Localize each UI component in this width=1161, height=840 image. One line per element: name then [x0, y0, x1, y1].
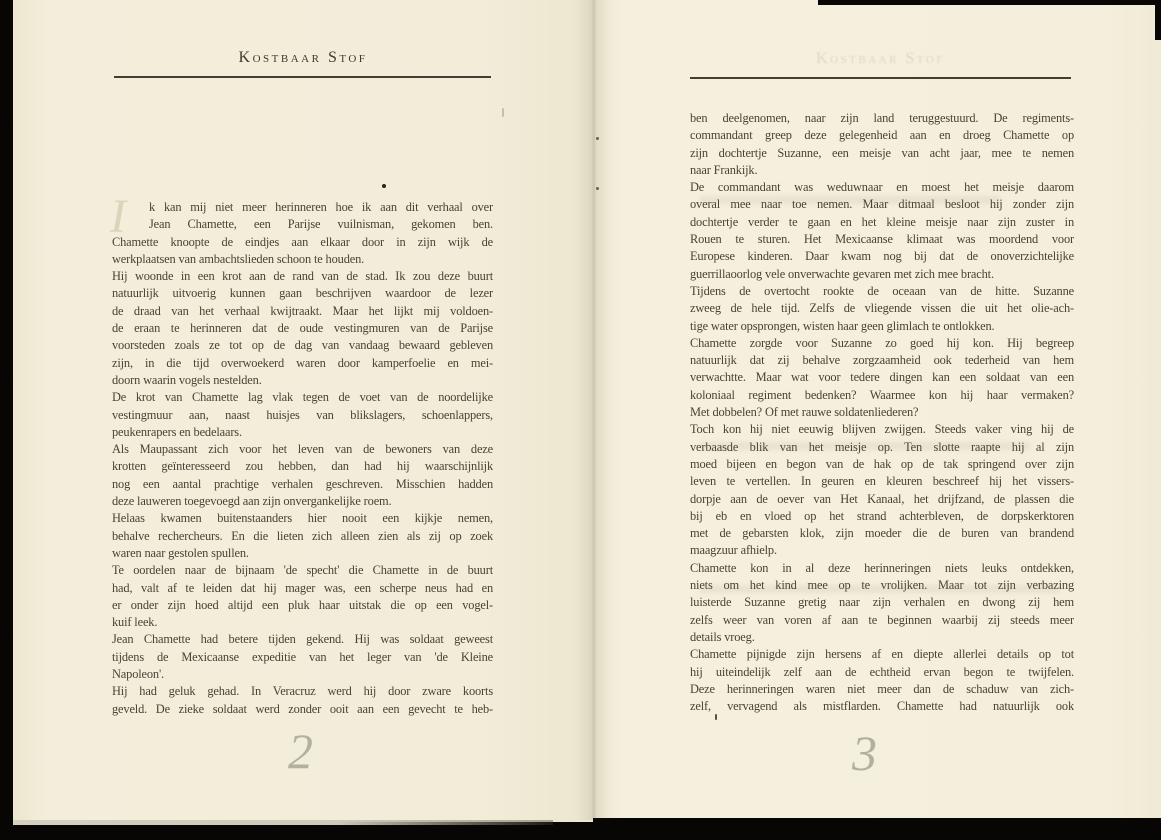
- text-line: Deze herinneringen waren niet meer dan de schaduw van zich-: [690, 681, 1074, 696]
- text-line: er onder zijn hoed altijd een pluk haar uitstak die op een vogel-: [112, 597, 493, 612]
- text-line: de eraan te herinneren dat de oude vestingmuren van de Parijse: [112, 321, 493, 336]
- drop-cap: I: [110, 190, 126, 243]
- running-header-showthrough: Kostbaar Stof: [816, 50, 945, 67]
- text-line: luisterde Suzanne gretig naar zijn verhalen en dwong zij hem: [690, 595, 1074, 610]
- text-line: hij uiteindelijk zelf aan de echtheid ervan begon te twijfelen.: [690, 664, 1074, 679]
- paragraph: [690, 335, 1074, 421]
- text-line: koloniaal regiment bedenken? Waarmee kon hij haar vermaken?: [690, 387, 1074, 402]
- text-line: zweeg de hele tijd. Zelfs de vliegende vissen die uit het olie-ach-: [690, 301, 1074, 316]
- paragraph: [690, 283, 1074, 335]
- text-line: Helaas kwamen buitenstaanders hier nooit een kijkje nemen,: [112, 511, 493, 526]
- text-line: guerrillaoorlog vele onverwachte gevaren met zich mee bracht.: [690, 266, 994, 281]
- text-line: ben deelgenomen, naar zijn land teruggestuurd. De regiments-: [690, 111, 1074, 125]
- scan-edge-right: [1155, 0, 1161, 40]
- paragraph: [690, 560, 1074, 646]
- text-line: de draad van het verhaal kwijtraakt. Maar het lijkt mij voldoen-: [112, 303, 493, 318]
- header-rule-right: [690, 77, 1071, 79]
- text-line: moed bijeen en begon van de hak op de tak springend over zijn: [690, 456, 1074, 471]
- text-line: Rouen te sturen. Het Mexicaanse klimaat was moordend voor: [690, 232, 1074, 247]
- text-line: Chamette kon in al deze herinneringen niets leuks ontdekken,: [690, 560, 1074, 575]
- text-line: zijn, in die tijd overwoekerd waren door kamperfoelie en mei-: [112, 355, 493, 370]
- ink-speck: [502, 108, 504, 117]
- text-line: tijdens de Mexicaanse expeditie van het leger van 'de Kleine: [112, 649, 493, 664]
- paragraph: [112, 631, 493, 683]
- text-line: behalve rechercheurs. En die lieten zich alleen zien als zij op zoek: [112, 528, 493, 543]
- text-line: k kan mij niet meer herinneren hoe ik aan dit verhaal over: [149, 200, 493, 214]
- text-line: leven te vertellen. In geuren en kleuren beschreef hij het vissers-: [690, 474, 1074, 489]
- text-line: details vroeg.: [690, 629, 755, 644]
- showthrough-smudge: [700, 585, 1060, 593]
- page-bottom-edge: [13, 820, 553, 825]
- running-header: Kostbaar Stof: [238, 49, 368, 66]
- text-line: nog een aantal prachtige verhalen geschreven. Misschien hadden: [112, 476, 493, 491]
- text-line: Te oordelen naar de bijnaam 'de specht' die Chamette in de buurt: [112, 563, 493, 578]
- text-line: Napoleon'.: [112, 667, 165, 682]
- page-number-right: 3: [852, 725, 877, 781]
- text-line: geveld. De zieke soldaat werd zonder ooit aan een gevecht te heb-: [112, 701, 493, 716]
- text-line: Chamette pijnigde zijn hersens af en diepte allerlei details op tot: [690, 647, 1074, 662]
- text-line: waren naar gestolen spullen.: [112, 545, 249, 560]
- text-line: verbaasde blik van het meisje op. Ten slotte raapte hij al zijn: [690, 439, 1074, 454]
- text-line: dochtertje verder te gaan en het kleine meisje naar zijn zuster in: [690, 214, 1074, 229]
- paragraph: [112, 562, 493, 631]
- page-gutter: [575, 0, 611, 820]
- paragraph: [690, 646, 1074, 715]
- paragraph: [112, 441, 493, 510]
- text-line: natuurlijk dat zij behalve zorgzaamheid ook tederheid van hem: [690, 353, 1074, 368]
- text-line: De krot van Chamette lag vlak tegen de voet van de noordelijke: [112, 390, 493, 405]
- text-line: tige water opsprongen, wisten haar geen glimlach te ontlokken.: [690, 318, 995, 333]
- page-number-left: 2: [288, 723, 313, 779]
- text-line: Toch kon hij niet eeuwig blijven zwijgen. Steeds vaker ving hij de: [690, 422, 1074, 437]
- text-line: Tijdens de overtocht rookte de oceaan van de hitte. Suzanne: [690, 283, 1074, 298]
- text-line: Europese kinderen. Daar kwam nog bij dat de onoverzichtelijke: [690, 249, 1074, 264]
- binding-stitch-dot: [596, 187, 599, 190]
- text-line: had, valt af te leiden dat hij mager was, een scherpe neus had en: [112, 580, 493, 595]
- left-page-text: [112, 199, 493, 718]
- showthrough-smudge: [700, 442, 1030, 450]
- text-line: Jean Chamette had betere tijden gekend. Hij was soldaat geweest: [112, 632, 493, 647]
- text-line: Chamette zorgde voor Suzanne zo goed hij kon. Hij begreep: [690, 335, 1074, 350]
- text-line: kuif leek.: [112, 615, 158, 630]
- binding-stitch-dot: [596, 137, 599, 140]
- text-line: werkplaatsen van ambachtslieden schoon te houden.: [112, 251, 365, 266]
- ink-speck: [382, 184, 386, 188]
- text-line: Hij had geluk gehad. In Veracruz werd hij door zware koorts: [112, 684, 493, 699]
- text-line: dorpje aan de oever van Het Kanaal, het drijfzand, de plassen die: [690, 491, 1074, 506]
- text-line: Met dobbelen? Of met rauwe soldatenliederen?: [690, 405, 919, 420]
- text-line: naar Frankijk.: [690, 162, 758, 177]
- text-line: deze lauweren toegevoegd aan zijn onvergankelijke roem.: [112, 494, 392, 509]
- text-line: bij eb en vloed op het strand achterbleven, de dorpskerktoren: [690, 508, 1074, 523]
- paragraph: [112, 268, 493, 389]
- text-line: Chamette knoopte de eindjes aan elkaar door in zijn wijk de: [112, 234, 493, 249]
- text-line: commandant greep deze gelegenheid aan en droeg Chamette op: [690, 128, 1074, 143]
- header-rule-left: [114, 76, 491, 78]
- text-line: voorsteden zoals ze tot op de dag van vandaag bewaard gebleven: [112, 338, 493, 353]
- paragraph: [112, 510, 493, 562]
- text-line: met de gebarsten klok, zijn moeder die de buren van brandend: [690, 526, 1074, 541]
- text-line: Hij woonde in een krot aan de rand van de stad. Ik zou deze buurt: [112, 269, 493, 284]
- text-line: maagzuur afhielp.: [690, 543, 777, 558]
- paragraph: [112, 389, 493, 441]
- text-line: peukenrapers en bedelaars.: [112, 424, 242, 439]
- text-line: Als Maupassant zich voor het leven van de bewoners van deze: [112, 442, 493, 457]
- paragraph: [690, 179, 1074, 283]
- text-line: zijn dochtertje Suzanne, een meisje van acht jaar, mee te nemen: [690, 145, 1074, 160]
- ink-speck: [715, 714, 717, 720]
- text-line: Jean Chamette, een Parijse vuilnisman, gekomen ben.: [149, 217, 493, 232]
- text-line: overal mee naar toe nemen. Maar ditmaal besloot hij zonder zijn: [690, 197, 1074, 212]
- text-line: vestingmuur aan, naast huisjes van blikslagers, schoenlappers,: [112, 407, 493, 422]
- text-line: natuurlijk uitvoerig kunnen gaan beschrijven waardoor de lezer: [112, 286, 493, 301]
- text-line: zelf, vervagend als mistflarden. Chamette had natuurlijk ook: [690, 699, 1074, 714]
- paragraph: [112, 683, 493, 718]
- text-line: verwachtte. Maar wat voor tedere dingen kan een soldaat van een: [690, 370, 1074, 385]
- text-line: krotten geïnteresseerd zou hebben, dan had hij waarschijnlijk: [112, 459, 493, 474]
- text-line: doorn waarin vogels nestelden.: [112, 372, 262, 387]
- text-line: De commandant was weduwnaar en moest het meisje daarom: [690, 180, 1074, 195]
- text-line: niets om het kind mee op te vrolijken. Maar tot zijn verbazing: [690, 578, 1074, 593]
- paragraph: [690, 110, 1074, 179]
- text-line: zelfs weer van voren af aan te beginnen waarbij zij steeds meer: [690, 612, 1074, 627]
- paragraph: [112, 199, 493, 268]
- scan-edge-top: [818, 0, 1161, 5]
- showthrough-smudge: [700, 196, 1000, 204]
